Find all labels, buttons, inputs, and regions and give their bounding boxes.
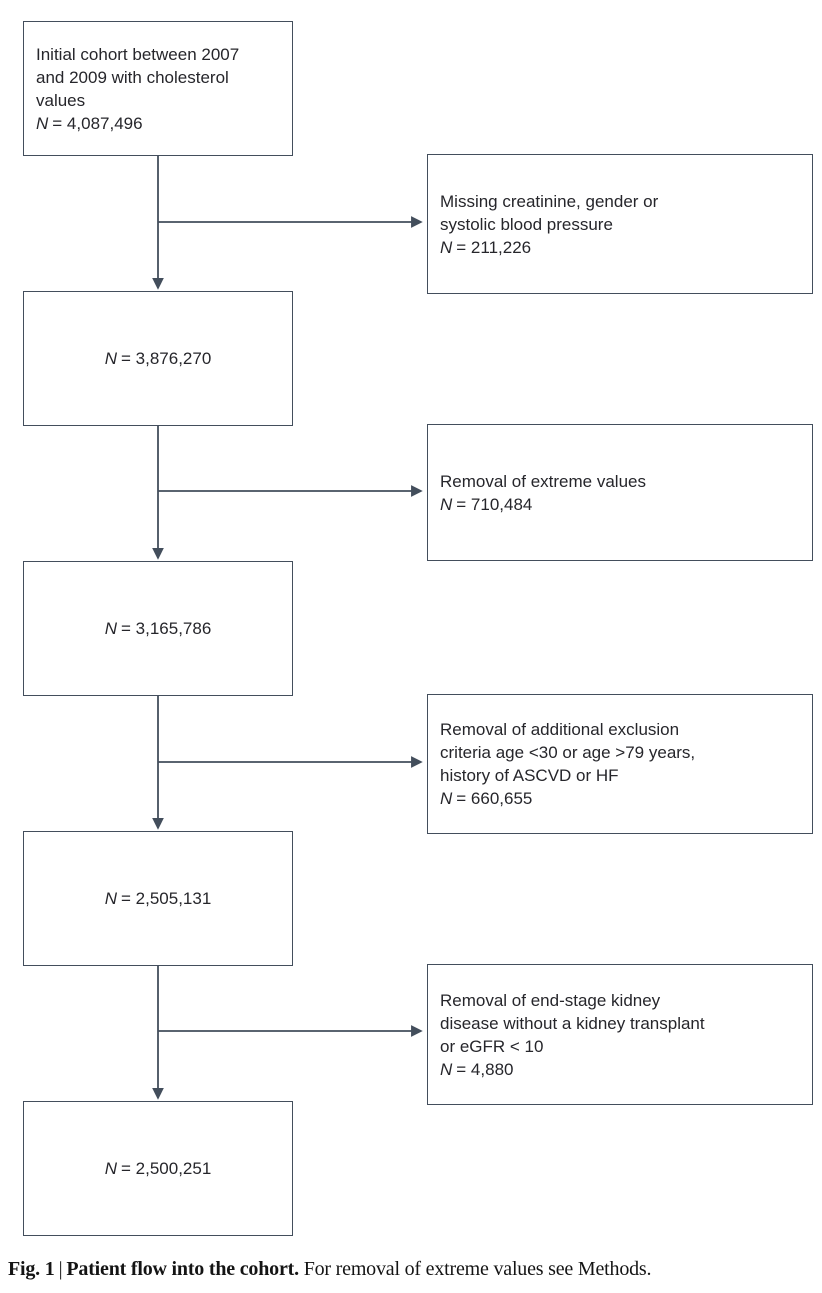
n-number: = 4,880	[456, 1059, 514, 1079]
box-label-line: or eGFR < 10	[440, 1036, 544, 1056]
n-symbol: N	[104, 1159, 117, 1178]
n-symbol: N	[104, 889, 117, 908]
n-symbol: N	[36, 113, 49, 133]
box-n-count	[105, 1157, 212, 1180]
n-symbol: N	[440, 237, 453, 257]
flow-box-step-3	[23, 561, 293, 696]
n-symbol: N	[440, 494, 453, 514]
exclusion-box-missing-data	[427, 154, 813, 294]
n-symbol: N	[440, 789, 453, 808]
box-label-line: history of ASCVD or HF	[440, 766, 619, 785]
n-number: = 660,655	[456, 789, 533, 808]
n-number: = 2,500,251	[121, 1159, 212, 1178]
exclusion-box-additional-criteria	[427, 694, 813, 834]
exclusion-box-extreme-values	[427, 424, 813, 561]
n-number: = 2,505,131	[121, 889, 212, 908]
n-number: = 211,226	[456, 237, 532, 257]
box-n-count	[105, 887, 212, 910]
flow-box-final-cohort	[23, 1101, 293, 1236]
n-number: = 710,484	[456, 494, 533, 514]
box-label-line: Removal of additional exclusion	[440, 720, 680, 739]
n-symbol: N	[440, 1059, 453, 1079]
box-label-line: Missing creatinine, gender or	[440, 191, 659, 211]
n-number: = 3,876,270	[121, 349, 212, 368]
exclusion-box-eskd	[427, 964, 813, 1105]
box-label-line: Initial cohort between 2007	[36, 44, 240, 64]
flow-box-step-4	[23, 831, 293, 966]
caption-note: For removal of extreme values see Methods.	[303, 1258, 652, 1280]
box-label-line: Removal of end-stage kidney	[440, 990, 661, 1010]
box-n-count	[440, 236, 802, 259]
box-n-count	[440, 1058, 802, 1081]
n-symbol: N	[104, 349, 117, 368]
caption-figure-label: Fig. 1	[8, 1258, 55, 1280]
box-label-line: disease without a kidney transplant	[440, 1013, 705, 1033]
box-n-count	[105, 347, 212, 370]
box-label-line: Removal of extreme values	[440, 471, 646, 491]
flow-box-initial-cohort	[23, 21, 293, 156]
box-label-line: values	[36, 90, 86, 110]
figure-caption	[8, 1256, 814, 1283]
caption-title: Patient flow into the cohort.	[66, 1258, 299, 1280]
box-label-line: criteria age <30 or age >79 years,	[440, 743, 696, 762]
caption-separator: |	[58, 1258, 63, 1280]
box-label-line: systolic blood pressure	[440, 214, 613, 234]
box-n-count	[440, 787, 802, 810]
box-n-count	[105, 617, 212, 640]
n-symbol: N	[104, 619, 117, 638]
box-label-line: and 2009 with cholesterol	[36, 67, 229, 87]
n-number: = 4,087,496	[52, 113, 143, 133]
n-number: = 3,165,786	[121, 619, 212, 638]
box-n-count	[440, 493, 802, 516]
flow-box-step-2	[23, 291, 293, 426]
box-n-count	[36, 112, 284, 135]
